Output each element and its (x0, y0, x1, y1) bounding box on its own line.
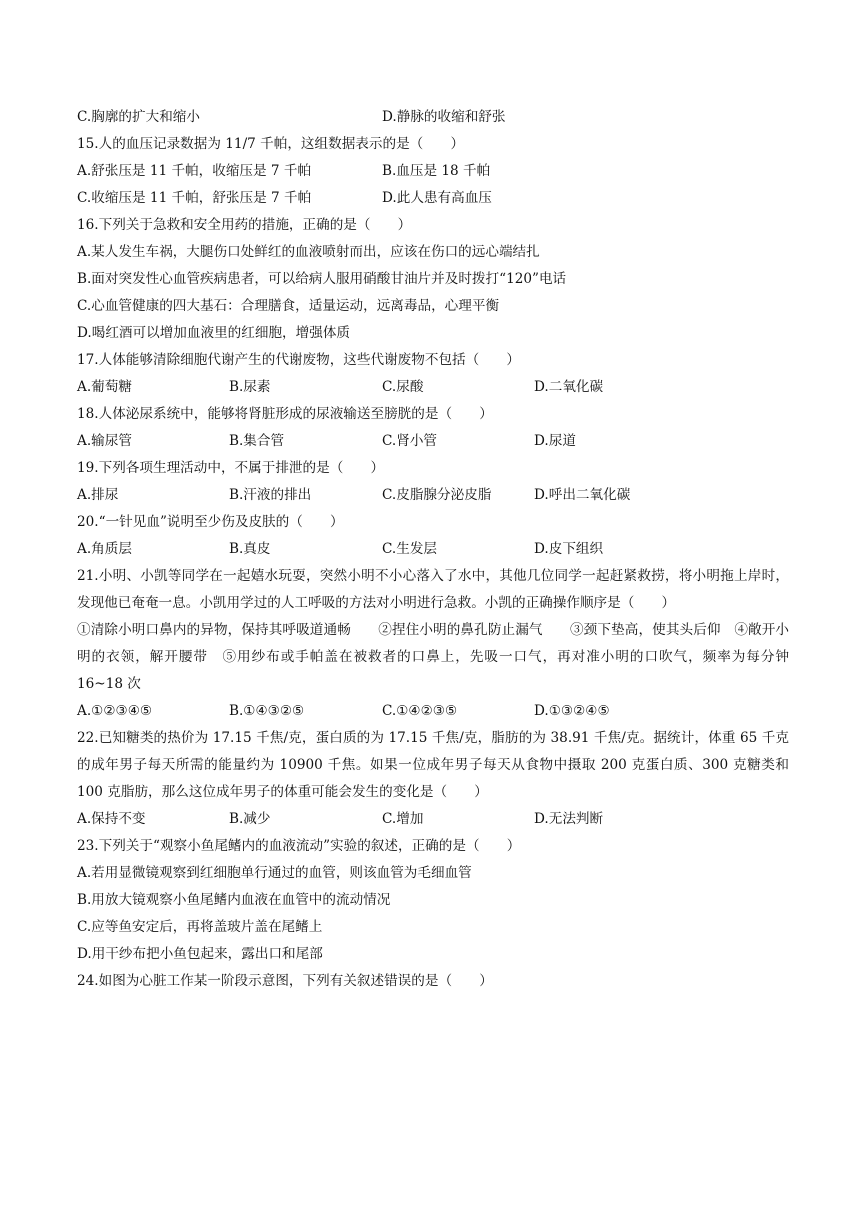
q22-stem: 22.已知糖类的热价为 17.15 千焦/克，蛋白质的为 17.15 千焦/克，脂肪的为 38.91 千焦/克。据统计，体重 65 千克的成年男子每天所需的能量约为 10900 千焦。如果一位成年男子每天从食物中摄取 200 克蛋白质、300 克糖类和 100 克脂肪，那么这位成年男子的体重可能会发生的变化是（ ） (77, 730, 789, 800)
q22-option-a: A.保持不变 (77, 811, 146, 827)
q17-option-b: B.尿素 (229, 379, 271, 395)
q17-stem: 17.人体能够清除细胞代谢产生的代谢废物，这些代谢废物不包括（ ） (77, 352, 521, 368)
q14-options-row (77, 104, 789, 131)
q14-option-d: D.静脉的收缩和舒张 (382, 109, 506, 125)
q19-option-b: B.汗液的排出 (229, 487, 312, 503)
q20-option-b: B.真皮 (229, 541, 271, 557)
q19-option-c: C.皮脂腺分泌皮脂 (382, 487, 492, 503)
q19-option-d: D.呼出二氧化碳 (534, 487, 631, 503)
q18-option-d: D.尿道 (534, 433, 576, 449)
q14-option-c: C.胸廓的扩大和缩小 (77, 109, 200, 125)
q22-option-d: D.无法判断 (534, 811, 604, 827)
q21-options-row (77, 698, 789, 725)
q16-stem: 16.下列关于急救和安全用药的措施，正确的是（ ） (77, 217, 412, 233)
q22-option-c: C.增加 (382, 811, 424, 827)
q23-option-b: B.用放大镜观察小鱼尾鳍内血液在血管中的流动情况 (77, 892, 391, 908)
q18-option-a: A.输尿管 (77, 433, 132, 449)
q18-options-row (77, 428, 789, 455)
q16-option-d: D.喝红酒可以增加血液里的红细胞，增强体质 (77, 325, 351, 341)
q21-option-d: D.①③②④⑤ (534, 703, 610, 719)
q21-option-c: C.①④②③⑤ (382, 703, 458, 719)
q16-option-a: A.某人发生车祸，大腿伤口处鲜红的血液喷射而出，应该在伤口的远心端结扎 (77, 244, 540, 260)
q15-option-a: A.舒张压是 11 千帕，收缩压是 7 千帕 (77, 163, 312, 179)
q15-options-row-1 (77, 158, 789, 185)
q24-stem: 24.如图为心脏工作某一阶段示意图，下列有关叙述错误的是（ ） (77, 973, 493, 989)
q16-option-b: B.面对突发性心血管疾病患者，可以给病人服用硝酸甘油片并及时拨打“120”电话 (77, 271, 567, 287)
q21-option-b: B.①④③②⑤ (229, 703, 305, 719)
q15-option-d: D.此人患有高血压 (382, 190, 492, 206)
q16-option-c: C.心血管健康的四大基石：合理膳食，适量运动，远离毒品，心理平衡 (77, 298, 500, 314)
q18-option-c: C.肾小管 (382, 433, 438, 449)
q15-options-row-2 (77, 185, 789, 212)
q17-option-a: A.葡萄糖 (77, 379, 132, 395)
q20-stem: 20.“一针见血”说明至少伤及皮肤的（ ） (77, 514, 344, 530)
q21-option-a: A.①②③④⑤ (77, 703, 153, 719)
q17-options-row (77, 374, 789, 401)
q18-option-b: B.集合管 (229, 433, 285, 449)
q15-option-b: B.血压是 18 千帕 (382, 163, 491, 179)
q17-option-d: D.二氧化碳 (534, 379, 604, 395)
q19-option-a: A.排尿 (77, 487, 119, 503)
q17-option-c: C.尿酸 (382, 379, 424, 395)
q23-option-a: A.若用显微镜观察到红细胞单行通过的血管，则该血管为毛细血管 (77, 865, 472, 881)
q18-stem: 18.人体泌尿系统中，能够将肾脏形成的尿液输送至膀胱的是（ ） (77, 406, 493, 422)
q23-option-d: D.用干纱布把小鱼包起来，露出口和尾部 (77, 946, 323, 962)
q20-option-d: D.皮下组织 (534, 541, 604, 557)
q23-option-c: C.应等鱼安定后，再将盖玻片盖在尾鳍上 (77, 919, 323, 935)
q21-steps: ①清除小明口鼻内的异物，保持其呼吸道通畅 ②捏住小明的鼻孔防止漏气 ③颈下垫高，使其头后仰 ④敞开小明的衣领，解开腰带 ⑤用纱布或手帕盖在被救者的口鼻上，先吸一口气，再对准小明的口吹气，频率为每分钟 16~18 次 (77, 622, 789, 692)
q20-option-a: A.角质层 (77, 541, 132, 557)
q20-options-row (77, 536, 789, 563)
q23-stem: 23.下列关于“观察小鱼尾鳍内的血液流动”实验的叙述，正确的是（ ） (77, 838, 521, 854)
q19-options-row (77, 482, 789, 509)
q15-stem: 15.人的血压记录数据为 11/7 千帕，这组数据表示的是（ ） (77, 136, 465, 152)
q19-stem: 19.下列各项生理活动中，不属于排泄的是（ ） (77, 460, 385, 476)
q15-option-c: C.收缩压是 11 千帕，舒张压是 7 千帕 (77, 190, 312, 206)
q22-options-row (77, 806, 789, 833)
q21-stem: 21.小明、小凯等同学在一起嬉水玩耍，突然小明不小心落入了水中，其他几位同学一起赶紧救捞，将小明拖上岸时，发现他已奄奄一息。小凯用学过的人工呼吸的方法对小明进行急救。小凯的正确操作顺序是（ ） (77, 568, 789, 611)
q22-option-b: B.减少 (229, 811, 271, 827)
q20-option-c: C.生发层 (382, 541, 438, 557)
exam-page (77, 104, 789, 995)
